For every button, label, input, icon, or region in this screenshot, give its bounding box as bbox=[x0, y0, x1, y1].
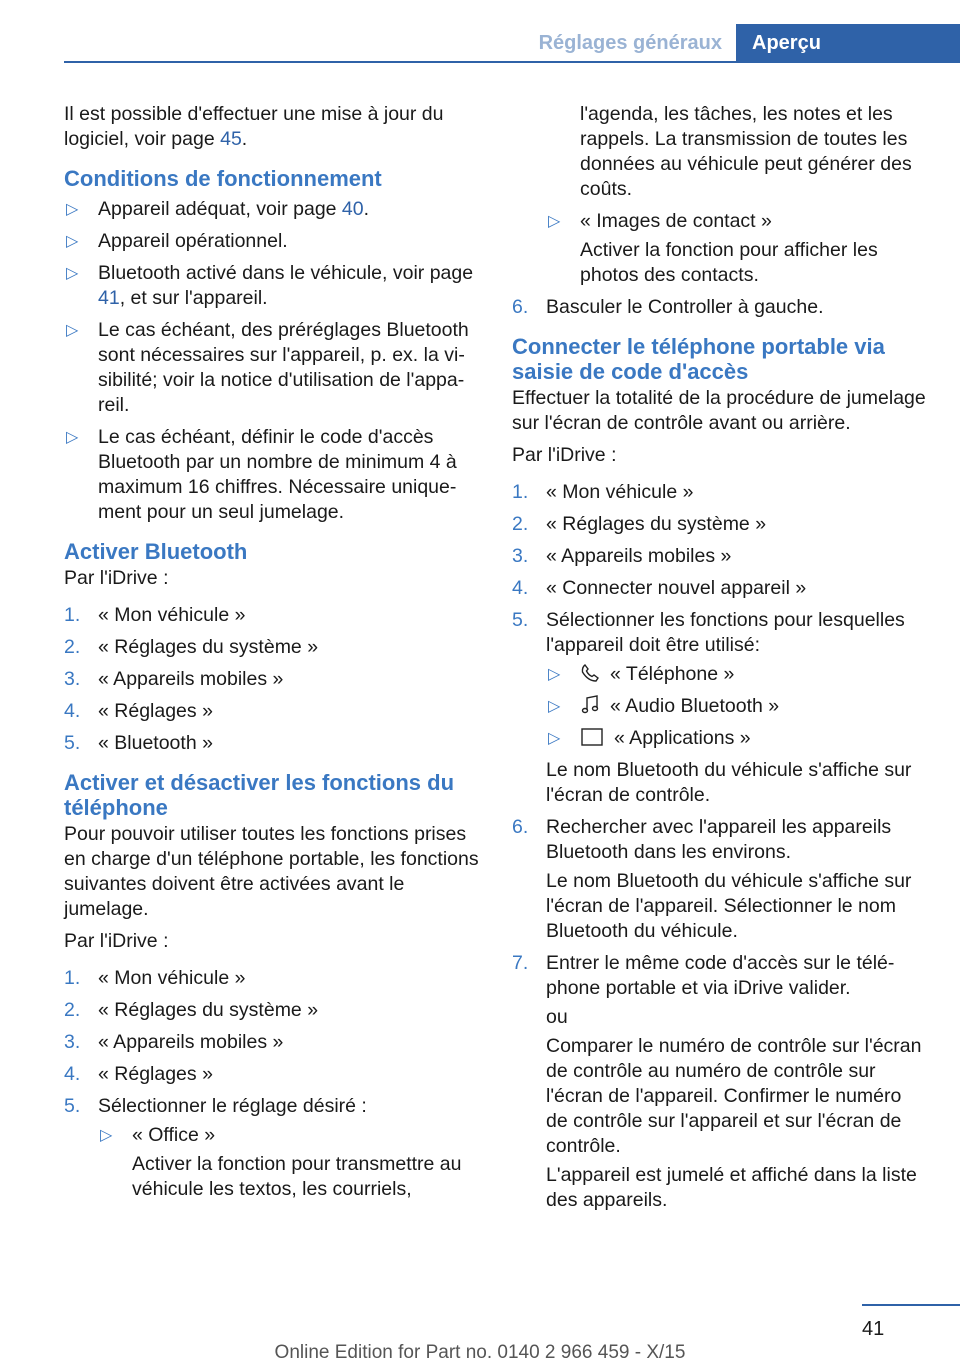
left-column bbox=[64, 102, 484, 1209]
step-item: 4. « Réglages » bbox=[64, 1063, 213, 1085]
footer-divider bbox=[862, 1304, 960, 1306]
step-item: 5. Sélectionner les fonctions pour lesquelles l'appareil doit être utilisé: ▷ « Téléphone » ▷ « Audio Bluetooth » ▷ « Applications » Le nom Bluetooth du véhicule s'affiche sur l'écran de contrôle. bbox=[512, 608, 928, 808]
step-item: 6. Basculer le Controller à gauche. bbox=[512, 296, 824, 318]
list-item: ▷ « Téléphone » bbox=[546, 662, 928, 687]
step-item: 5. « Bluetooth » bbox=[64, 732, 213, 754]
pairing-heading: Connecter le téléphone portable via saisie de code d'accès bbox=[512, 334, 885, 384]
conditions-heading: Conditions de fonctionnement bbox=[64, 166, 382, 191]
step6-note: Le nom Bluetooth du véhicule s'affiche sur l'écran de l'appareil. Sélectionner le nom Bluetooth du véhicule. bbox=[546, 870, 912, 942]
step-item: 5. Sélectionner le réglage désiré : ▷ « Office » Activer la fonction pour transmettre au véhicule les textos, les courriels, bbox=[64, 1094, 484, 1202]
activate-steps bbox=[64, 603, 484, 756]
step-item: 1. « Mon véhicule » bbox=[64, 967, 246, 989]
edition-footer: Online Edition for Part no. 0140 2 966 459 - X/15 bbox=[274, 1342, 686, 1362]
applications-icon bbox=[580, 727, 604, 747]
list-item: ▷ « Applications » bbox=[546, 726, 928, 751]
functions-paragraph: Pour pouvoir utiliser toutes les fonctions prises en charge d'un téléphone portable, les fonctions suivantes doivent être activées avant le jumelage. bbox=[64, 823, 479, 920]
step7-result: L'appareil est jumelé et affiché dans la liste des appareils. bbox=[546, 1164, 917, 1211]
step-item: 2. « Réglages du système » bbox=[64, 999, 319, 1021]
header-active-tab[interactable]: Aperçu bbox=[736, 24, 960, 62]
idrive-intro: Par l'iDrive : bbox=[512, 444, 617, 466]
list-item: ▷ « Office » Activer la fonction pour transmettre au véhicule les textos, les courriels, bbox=[98, 1123, 484, 1202]
settings-sublist-continued bbox=[546, 102, 928, 288]
list-item-continued bbox=[546, 102, 928, 202]
pairing-paragraph: Effectuer la totalité de la procédure de jumelage sur l'écran de contrôle avant ou arrière. bbox=[512, 387, 926, 434]
step-item: 4. « Connecter nouvel appareil » bbox=[512, 577, 807, 599]
step-item: 7. Entrer le même code d'accès sur le téléphone portable et via iDrive valider. ou Comparer le numéro de contrôle sur l'écran de contrôle au numéro de contrôle sur l'écran de l'appareil. Confirmer le numéro de contrôle sur l'appareil et sur l'écran de contrôle. L'appareil est jumelé et affiché dans la liste des appareils. bbox=[512, 951, 928, 1213]
right-column bbox=[512, 102, 928, 1220]
step-item: 1. « Mon véhicule » bbox=[512, 481, 694, 503]
list-item: ▷ Le cas échéant, des préréglages Bluetooth sont nécessaires sur l'appareil, p. ex. la visibilité; voir la notice d'utilisation de l'appareil. bbox=[64, 318, 484, 418]
images-description: Activer la fonction pour afficher les photos des contacts. bbox=[580, 239, 878, 286]
idrive-intro: Par l'iDrive : bbox=[64, 930, 169, 952]
update-paragraph: Il est possible d'effectuer une mise à jour du logiciel, voir page 45. bbox=[64, 103, 444, 150]
page-number: 41 bbox=[862, 1318, 885, 1340]
music-note-icon bbox=[580, 695, 600, 715]
page-link[interactable]: 45 bbox=[220, 128, 242, 150]
functions-steps bbox=[64, 966, 484, 1202]
list-item: ▷ Le cas échéant, définir le code d'accès Bluetooth par un nombre de minimum 4 à maximum 16 chiffres. Nécessaire uniquement pour un seul jumelage. bbox=[64, 425, 484, 525]
header-section-tab[interactable]: Réglages généraux bbox=[538, 32, 722, 54]
step-item: 6. Rechercher avec l'appareil les appareils Bluetooth dans les environs. Le nom Bluetooth du véhicule s'affiche sur l'écran de l'appareil. Sélectionner le nom Bluetooth du véhicule. bbox=[512, 815, 928, 944]
step-item: 3. « Appareils mobiles » bbox=[64, 1031, 284, 1053]
page-link[interactable]: 41 bbox=[98, 287, 120, 309]
functions-sublist bbox=[546, 662, 928, 751]
activate-bluetooth-heading: Activer Bluetooth bbox=[64, 539, 248, 564]
phone-icon bbox=[580, 663, 600, 683]
conditions-list bbox=[64, 197, 484, 525]
step7-or: ou bbox=[546, 1006, 568, 1028]
step-item: 3. « Appareils mobiles » bbox=[64, 668, 284, 690]
office-description: Activer la fonction pour transmettre au véhicule les textos, les courriels, bbox=[132, 1153, 462, 1200]
settings-sublist bbox=[98, 1123, 484, 1202]
list-item: ▷ Appareil opérationnel. bbox=[64, 229, 484, 254]
functions-steps-continued bbox=[512, 295, 928, 320]
list-item: ▷ « Images de contact » Activer la fonction pour afficher les photos des contacts. bbox=[546, 209, 928, 288]
header-divider bbox=[64, 61, 960, 63]
list-item: ▷ « Audio Bluetooth » bbox=[546, 694, 928, 719]
pairing-steps bbox=[512, 480, 928, 1213]
step-item: 2. « Réglages du système » bbox=[64, 636, 319, 658]
phone-functions-heading: Activer et désactiver les fonctions du téléphone bbox=[64, 770, 455, 820]
office-description-continued: l'agenda, les tâches, les notes et les rappels. La transmission de toutes les données au véhicule peut générer des coûts. bbox=[580, 103, 912, 200]
step7-compare: Comparer le numéro de contrôle sur l'écran de contrôle au numéro de contrôle sur l'écran de l'appareil. Confirmer le numéro de contrôle sur l'appareil et sur l'écran de contrôle. bbox=[546, 1035, 922, 1157]
list-item: ▷ Appareil adéquat, voir page 40. bbox=[64, 197, 484, 222]
step-item: 3. « Appareils mobiles » bbox=[512, 545, 732, 567]
step-item: 1. « Mon véhicule » bbox=[64, 604, 246, 626]
step-item: 4. « Réglages » bbox=[64, 700, 213, 722]
idrive-intro: Par l'iDrive : bbox=[64, 567, 169, 589]
page-link[interactable]: 40 bbox=[341, 198, 364, 220]
list-item: ▷ Bluetooth activé dans le véhicule, voir page 41, et sur l'appareil. bbox=[64, 261, 484, 311]
step5-note: Le nom Bluetooth du véhicule s'affiche sur l'écran de contrôle. bbox=[546, 759, 912, 806]
step-item: 2. « Réglages du système » bbox=[512, 513, 767, 535]
